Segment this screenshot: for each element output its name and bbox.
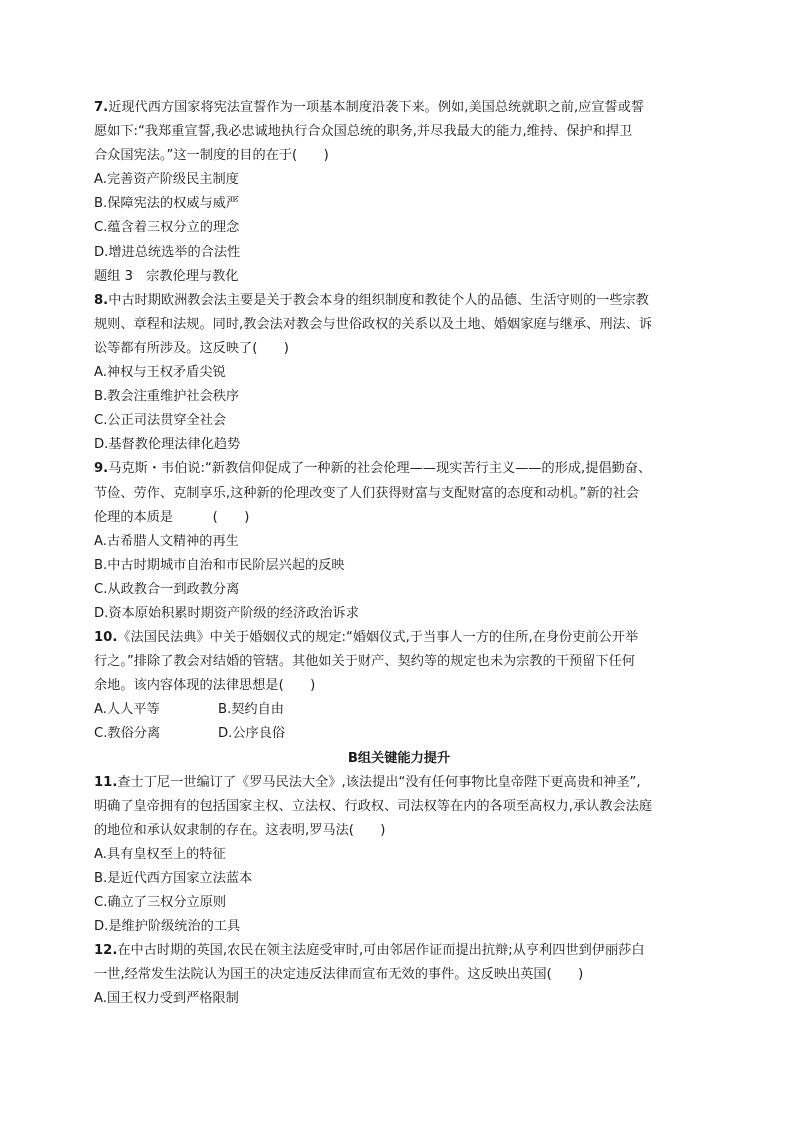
option-c: C.蕴含着三权分立的理念 [94, 220, 240, 236]
question-number: 8. [94, 292, 109, 308]
question-12 [94, 939, 704, 1011]
option-c: C.教俗分离 [94, 726, 161, 742]
question-line: 明确了皇帝拥有的包括国家主权、立法权、行政权、司法权等在内的各项至高权力,承认教会法庭 [94, 798, 653, 814]
question-line: 行之。”排除了教会对结婚的管辖。其他如关于财产、契约等的规定也未为宗教的干预留下任何 [94, 654, 635, 670]
question-line: 余地。该内容体现的法律思想是( ) [94, 678, 316, 694]
question-9 [94, 457, 704, 626]
question-7 [94, 96, 704, 265]
question-line: 节俭、劳作、克制享乐,这种新的伦理改变了人们获得财富与支配财富的态度和动机。”新的社会 [94, 485, 640, 501]
question-number: 10. [94, 630, 118, 646]
option-a: A.神权与王权矛盾尖锐 [94, 365, 226, 381]
option-a: A.人人平等 [94, 702, 160, 718]
question-text: 《法国民法典》中关于婚姻仪式的规定:“婚姻仪式,于当事人一方的住所,在身份吏前公开举 [117, 630, 639, 646]
question-number: 7. [94, 100, 109, 115]
question-line: 的地位和承认奴隶制的存在。这表明,罗马法( ) [94, 822, 386, 838]
question-line [94, 771, 704, 795]
option-b: B.中古时期城市自治和市民阶层兴起的反映 [94, 557, 345, 573]
option-b: B.契约自由 [218, 702, 284, 718]
options-row [94, 698, 704, 722]
question-line [94, 457, 704, 481]
question-line: 讼等都有所涉及。这反映了( ) [94, 340, 289, 356]
question-line: 合众国宪法。”这一制度的目的在于( ) [94, 148, 329, 164]
question-text: 查士丁尼一世编订了《罗马民法大全》,该法提出“没有任何事物比皇帝陛下更高贵和神圣”, [117, 774, 641, 790]
option-c: C.公正司法贯穿全社会 [94, 413, 227, 429]
question-line [94, 939, 704, 963]
question-line [94, 96, 704, 120]
document-content [94, 96, 704, 1012]
question-number: 9. [94, 461, 109, 477]
question-text: 中古时期欧洲教会法主要是关于教会本身的组织制度和教徒个人的品德、生活守则的一些宗教 [108, 292, 649, 308]
question-line [94, 626, 704, 650]
option-d: D.资本原始积累时期资产阶级的经济政治诉求 [94, 605, 359, 621]
question-10 [94, 626, 704, 746]
question-text: 在中古时期的英国,农民在领主法庭受审时,可由邻居作证而提出抗辩;从亨利四世到伊丽莎白 [117, 943, 645, 959]
option-d: D.增进总统选举的合法性 [94, 244, 241, 260]
option-c: C.确立了三权分立原则 [94, 895, 227, 911]
question-number: 11. [94, 774, 118, 790]
question-11 [94, 771, 704, 940]
question-text: 马克斯・韦伯说:“新教信仰促成了一种新的社会伦理——现实苦行主义——的形成,提倡勤奋、 [108, 461, 652, 477]
option-a: A.完善资产阶级民主制度 [94, 172, 239, 188]
options-row [94, 722, 704, 746]
question-number: 12. [94, 943, 118, 959]
option-d: D.公序良俗 [218, 726, 286, 742]
question-line: 伦理的本质是 ( ) [94, 509, 250, 525]
question-line [94, 289, 704, 313]
option-b: B.保障宪法的权威与威严 [94, 196, 240, 212]
question-text: 近现代西方国家将宪法宣誓作为一项基本制度沿袭下来。例如,美国总统就职之前,应宣誓或誓 [108, 100, 645, 115]
option-b: B.是近代西方国家立法蓝本 [94, 871, 253, 886]
question-line: 一世,经常发生法院认为国王的决定违反法律而宣布无效的事件。这反映出英国( ) [94, 967, 584, 983]
option-c: C.从政教合一到政教分离 [94, 581, 240, 597]
option-b: B.教会注重维护社会秩序 [94, 389, 240, 405]
question-line: 愿如下:“我郑重宣誓,我必忠诚地执行合众国总统的职务,并尽我最大的能力,维持、保护和捍卫 [94, 124, 633, 140]
option-a: A.国王权力受到严格限制 [94, 991, 239, 1007]
section-heading-group-b: B组关键能力提升 [347, 750, 451, 766]
section-heading-group3: 题组 3 宗教伦理与教化 [94, 268, 239, 284]
question-8 [94, 289, 704, 458]
option-d: D.基督教伦理法律化趋势 [94, 437, 241, 453]
option-a: A.具有皇权至上的特征 [94, 846, 226, 862]
option-d: D.是维护阶级统治的工具 [94, 919, 241, 935]
question-line: 规则、章程和法规。同时,教会法对教会与世俗政权的关系以及土地、婚姻家庭与继承、刑法、诉 [94, 316, 653, 332]
option-a: A.古希腊人文精神的再生 [94, 533, 239, 549]
